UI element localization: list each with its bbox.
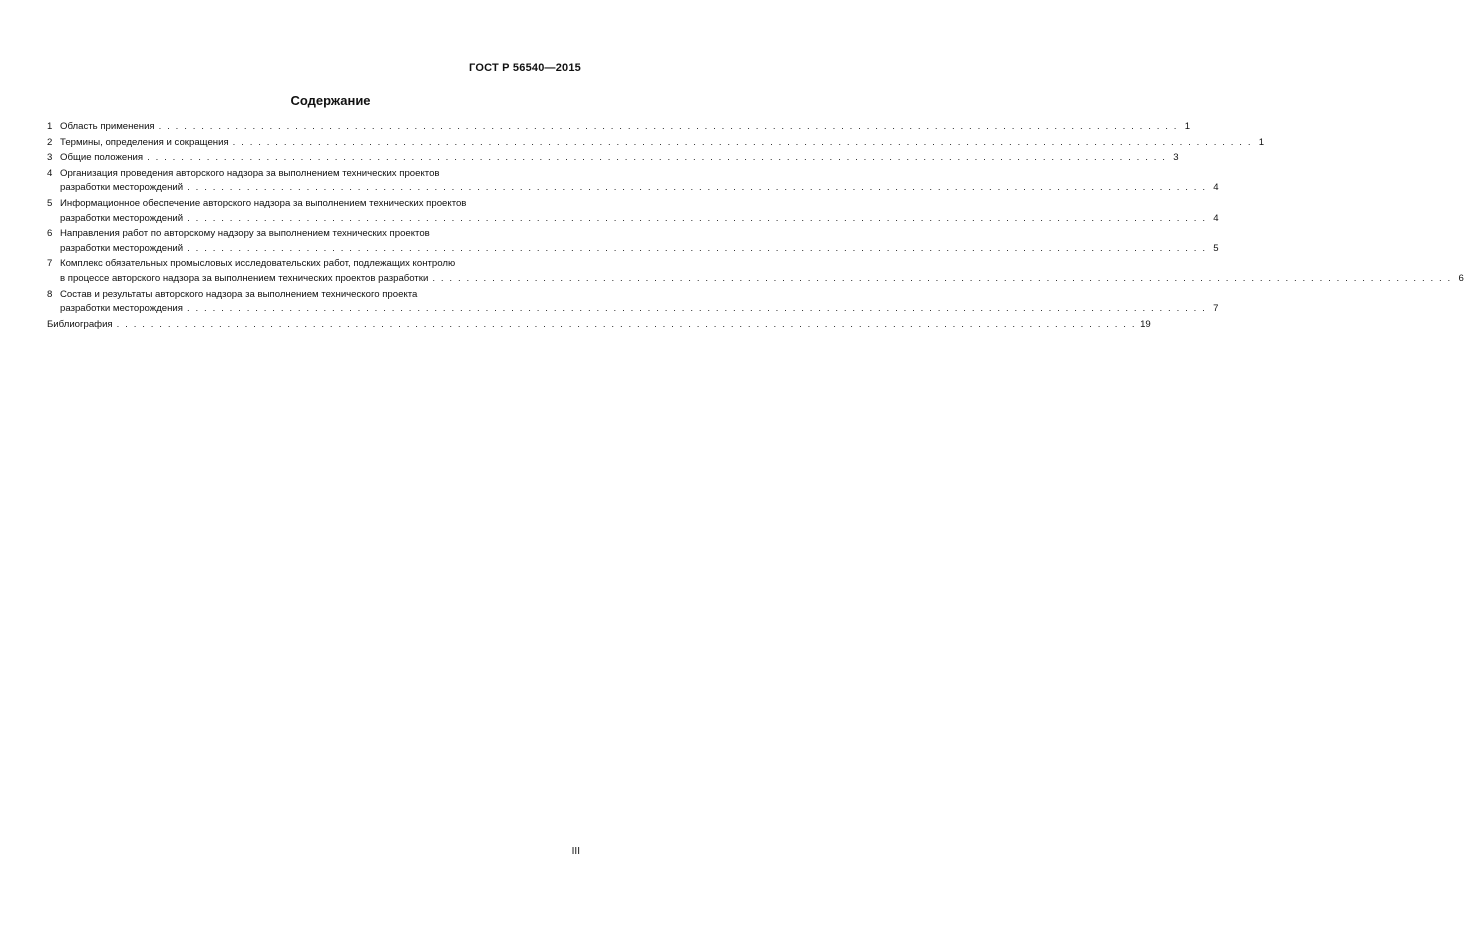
dot-leader: . . . . . . . . . . . . . . . . . . . . . . . . . . . . . . . . . . . . . . . . . . . . . . . . . . . . . . . . . . . . . . . . . . . . . . . . . . . . . . . . . . . . . . . . . . . . . . . . . . . . . . . . . . . . . . . . . . . . . . . .	[116, 318, 1137, 330]
toc-entry[interactable]	[47, 120, 1191, 135]
toc-page-number: 7	[1213, 303, 1219, 315]
toc-page-number: 4	[1213, 212, 1219, 224]
toc-page-number: 6	[1458, 272, 1464, 284]
toc-entry-title: Библиография	[47, 318, 113, 330]
toc-entry-title: Общие положения	[60, 152, 144, 164]
document-code: ГОСТ Р 56540—2015	[469, 62, 581, 74]
dot-leader: . . . . . . . . . . . . . . . . . . . . . . . . . . . . . . . . . . . . . . . . . . . . . . . . . . . . . . . . . . . . . . . . . . . . . . . . . . . . . . . . . . . . . . . . . . . . . . . . . . . . . . . . . . . . . . . . . . . . . . . .	[158, 121, 1179, 132]
toc-page-number: 19	[1140, 318, 1151, 330]
toc-entry-title: разработки месторождения	[60, 303, 183, 315]
dot-leader: . . . . . . . . . . . . . . . . . . . . . . . . . . . . . . . . . . . . . . . . . . . . . . . . . . . . . . . . . . . . . . . . . . . . . . . . . . . . . . . . . . . . . . . . . . . . . . . . . . . . . . . . . . . . . . . . . . . . . . . .	[432, 272, 1452, 284]
toc-entry-number: 1	[47, 121, 53, 132]
toc-entry-title: Комплекс обязательных промысловых исследовательских работ, подлежащих контролю	[60, 258, 456, 270]
dot-leader: . . . . . . . . . . . . . . . . . . . . . . . . . . . . . . . . . . . . . . . . . . . . . . . . . . . . . . . . . . . . . . . . . . . . . . . . . . . . . . . . . . . . . . . . . . . . . . . . . . . . . . . . . . . . . . . . . . . . . . . .	[187, 182, 1207, 194]
toc-page-number: 4	[1213, 182, 1219, 194]
toc-title: Содержание	[290, 93, 371, 108]
toc-page-number: 5	[1213, 242, 1219, 254]
toc-entry-title: в процессе авторского надзора за выполнением технических проектов разработки	[60, 272, 429, 284]
toc-entry[interactable]	[47, 227, 1219, 256]
dot-leader: . . . . . . . . . . . . . . . . . . . . . . . . . . . . . . . . . . . . . . . . . . . . . . . . . . . . . . . . . . . . . . . . . . . . . . . . . . . . . . . . . . . . . . . . . . . . . . . . . . . . . . . . . . . . . . . . . . . . . . . .	[187, 303, 1207, 315]
toc-entry-number: 3	[47, 152, 53, 164]
toc-entry-title: разработки месторождений	[60, 242, 184, 254]
toc-page-number: 1	[1258, 136, 1265, 148]
toc-entry-number: 2	[47, 136, 53, 148]
toc-entry[interactable]	[47, 318, 1151, 333]
toc-entry[interactable]	[47, 197, 1219, 226]
table-of-contents	[47, 120, 1464, 333]
dot-leader: . . . . . . . . . . . . . . . . . . . . . . . . . . . . . . . . . . . . . . . . . . . . . . . . . . . . . . . . . . . . . . . . . . . . . . . . . . . . . . . . . . . . . . . . . . . . . . . . . . . . . . . . . . . . . . . . . . . . . . . .	[147, 152, 1167, 164]
toc-entry-title: Состав и результаты авторского надзора за выполнением технического проекта	[60, 288, 418, 300]
toc-entry-title: разработки месторождений	[60, 182, 184, 194]
toc-entry[interactable]	[47, 151, 1179, 166]
toc-entry[interactable]	[47, 136, 1265, 151]
toc-entry-title: Область применения	[60, 121, 155, 132]
toc-entry-title: разработки месторождений	[60, 212, 184, 224]
dot-leader: . . . . . . . . . . . . . . . . . . . . . . . . . . . . . . . . . . . . . . . . . . . . . . . . . . . . . . . . . . . . . . . . . . . . . . . . . . . . . . . . . . . . . . . . . . . . . . . . . . . . . . . . . . . . . . . . . . . . . . . .	[187, 242, 1207, 254]
toc-entry-number: 4	[47, 167, 53, 179]
toc-entry-number: 5	[47, 197, 53, 209]
toc-entry-number: 6	[47, 228, 53, 240]
toc-page-number: 1	[1184, 121, 1191, 132]
dot-leader: . . . . . . . . . . . . . . . . . . . . . . . . . . . . . . . . . . . . . . . . . . . . . . . . . . . . . . . . . . . . . . . . . . . . . . . . . . . . . . . . . . . . . . . . . . . . . . . . . . . . . . . . . . . . . . . . . . . . . . . .	[232, 136, 1253, 148]
toc-entry[interactable]	[47, 167, 1219, 196]
toc-entry-number: 7	[47, 258, 53, 270]
toc-entry[interactable]	[47, 257, 1464, 286]
dot-leader: . . . . . . . . . . . . . . . . . . . . . . . . . . . . . . . . . . . . . . . . . . . . . . . . . . . . . . . . . . . . . . . . . . . . . . . . . . . . . . . . . . . . . . . . . . . . . . . . . . . . . . . . . . . . . . . . . . . . . . . .	[187, 212, 1207, 224]
toc-entry-title: Термины, определения и сокращения	[60, 136, 229, 148]
toc-entry[interactable]	[47, 288, 1219, 317]
toc-entry-title: Информационное обеспечение авторского надзора за выполнением технических проектов	[60, 197, 467, 209]
toc-page-number: 3	[1173, 152, 1179, 164]
page-number: III	[571, 846, 580, 857]
toc-entry-title: Организация проведения авторского надзора за выполнением технических проектов	[60, 167, 440, 179]
toc-entry-number: 8	[47, 288, 53, 300]
toc-entry-title: Направления работ по авторскому надзору за выполнением технических проектов	[60, 228, 430, 240]
